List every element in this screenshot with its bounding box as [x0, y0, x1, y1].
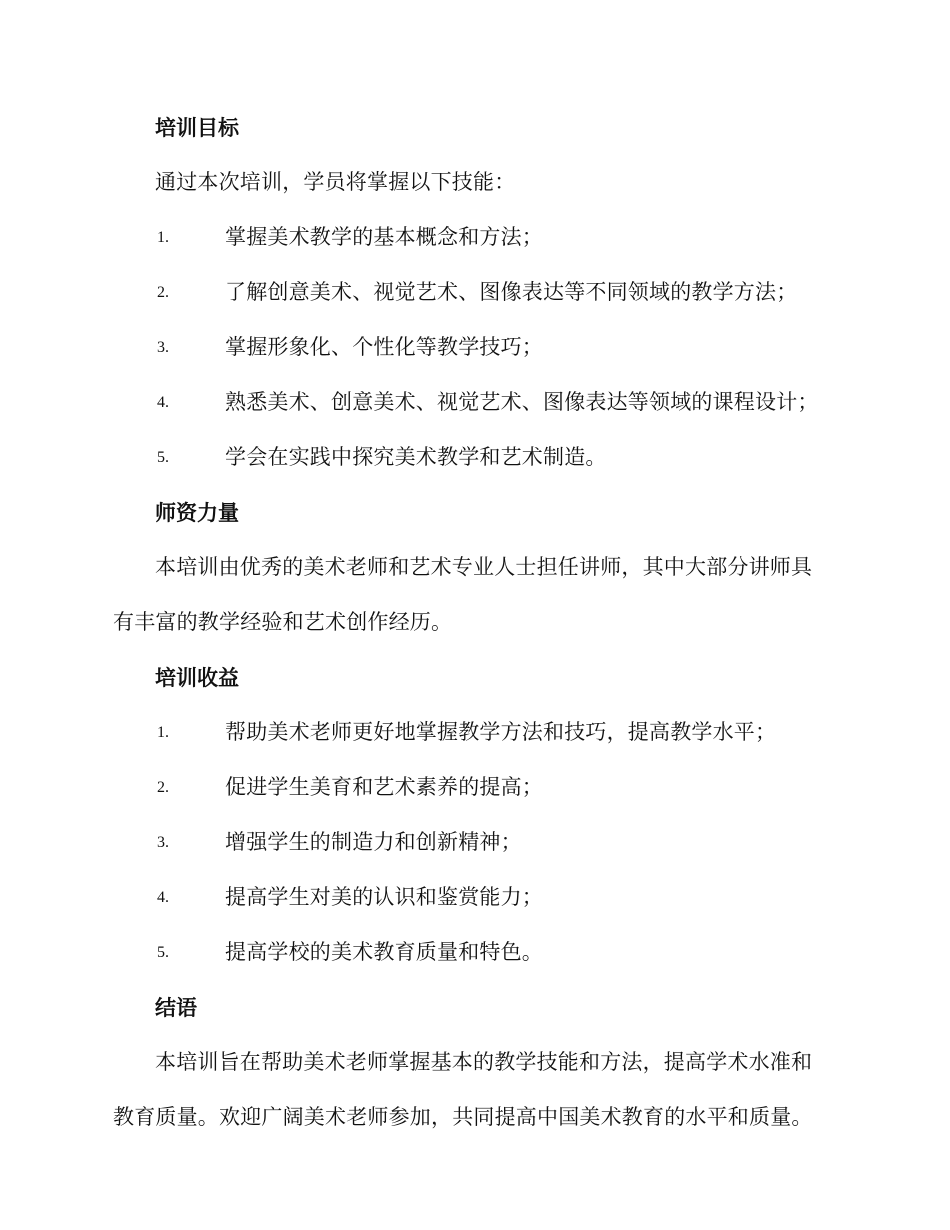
faculty-paragraph: 本培训由优秀的美术老师和艺术专业人士担任讲师，其中大部分讲师具有丰富的教学经验和艺术创作经历。: [113, 555, 813, 634]
list-item-number: 1.: [157, 724, 169, 741]
list-item-text: 增强学生的制造力和创新精神；: [225, 830, 522, 854]
section-heading-benefits: 培训收益: [155, 665, 239, 690]
list-item: [113, 430, 833, 485]
list-item-text: 掌握美术教学的基本概念和方法；: [225, 225, 543, 249]
list-item: [113, 760, 833, 815]
list-item-text: 了解创意美术、视觉艺术、图像表达等不同领域的教学方法；: [225, 280, 798, 304]
list-item-text: 提高学校的美术教育质量和特色。: [225, 940, 543, 964]
list-item-text: 熟悉美术、创意美术、视觉艺术、图像表达等领域的课程设计；: [225, 390, 819, 414]
list-item-number: 4.: [157, 889, 169, 906]
list-item-text: 提高学生对美的认识和鉴赏能力；: [225, 885, 543, 909]
list-item-number: 2.: [157, 284, 169, 301]
list-item: [113, 210, 833, 265]
list-item: [113, 815, 833, 870]
list-item: [113, 265, 833, 320]
list-item: [113, 320, 833, 375]
list-item-text: 促进学生美育和艺术素养的提高；: [225, 775, 543, 799]
document-content: [113, 100, 833, 1145]
training-goals-list: [113, 210, 833, 485]
list-item-text: 帮助美术老师更好地掌握教学方法和技巧，提高教学水平；: [225, 720, 777, 744]
list-item: [113, 925, 833, 980]
list-item-text: 掌握形象化、个性化等教学技巧；: [225, 335, 543, 359]
list-item-number: 5.: [157, 944, 169, 961]
list-item: [113, 705, 833, 760]
list-item-number: 3.: [157, 339, 169, 356]
list-item: [113, 375, 833, 430]
list-item-number: 4.: [157, 394, 169, 411]
list-item-number: 1.: [157, 229, 169, 246]
list-item-text: 学会在实践中探究美术教学和艺术制造。: [225, 445, 607, 469]
benefits-list: [113, 705, 833, 980]
section-heading-training-goals: 培训目标: [155, 115, 239, 140]
conclusion-paragraph: 本培训旨在帮助美术老师掌握基本的教学技能和方法，提高学术水准和教育质量。欢迎广阔美术老师参加，共同提高中国美术教育的水平和质量。: [113, 1050, 813, 1129]
list-item: [113, 870, 833, 925]
section-heading-faculty: 师资力量: [155, 500, 239, 525]
list-item-number: 2.: [157, 779, 169, 796]
list-item-number: 3.: [157, 834, 169, 851]
section-heading-conclusion: 结语: [155, 995, 197, 1020]
list-item-number: 5.: [157, 449, 169, 466]
training-goals-intro: 通过本次培训，学员将掌握以下技能：: [155, 170, 516, 194]
